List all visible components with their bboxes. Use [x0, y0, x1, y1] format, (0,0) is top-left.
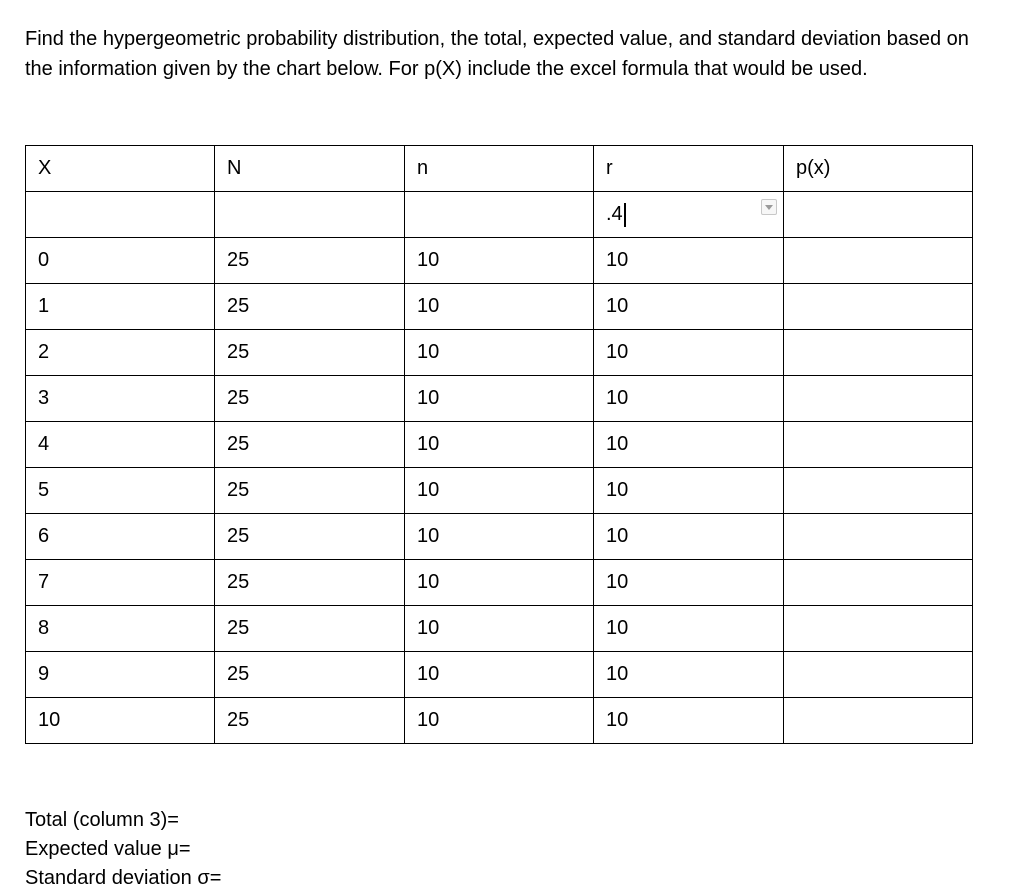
- chevron-down-icon[interactable]: [761, 199, 777, 215]
- cell-r[interactable]: 10: [594, 284, 784, 330]
- input-cell-x[interactable]: [26, 192, 215, 238]
- cell-n-sample[interactable]: 10: [405, 698, 594, 744]
- cell-px[interactable]: [784, 284, 973, 330]
- active-cell-text[interactable]: .4: [606, 202, 623, 225]
- header-r[interactable]: r: [594, 146, 784, 192]
- cell-r[interactable]: 10: [594, 330, 784, 376]
- cell-n-population[interactable]: 25: [215, 238, 405, 284]
- cell-x[interactable]: 9: [26, 652, 215, 698]
- cell-px[interactable]: [784, 468, 973, 514]
- cell-r[interactable]: 10: [594, 376, 784, 422]
- cell-x[interactable]: 5: [26, 468, 215, 514]
- table-row: [26, 376, 973, 422]
- table-row: [26, 652, 973, 698]
- cell-n-population[interactable]: 25: [215, 468, 405, 514]
- total-label: Total (column 3)=: [25, 809, 179, 831]
- cell-x[interactable]: 4: [26, 422, 215, 468]
- cell-x[interactable]: 2: [26, 330, 215, 376]
- cell-r[interactable]: 10: [594, 238, 784, 284]
- cell-n-sample[interactable]: 10: [405, 468, 594, 514]
- cell-px[interactable]: [784, 330, 973, 376]
- cell-r[interactable]: 10: [594, 560, 784, 606]
- input-cell-r[interactable]: [594, 192, 784, 238]
- cell-x[interactable]: 6: [26, 514, 215, 560]
- cell-n-population[interactable]: 25: [215, 330, 405, 376]
- cell-r[interactable]: 10: [594, 514, 784, 560]
- cell-r[interactable]: 10: [594, 698, 784, 744]
- cell-r[interactable]: 10: [594, 422, 784, 468]
- standard-deviation-label: Standard deviation σ=: [25, 867, 222, 889]
- cell-n-population[interactable]: 25: [215, 652, 405, 698]
- expected-value-label: Expected value μ=: [25, 838, 191, 860]
- cell-n-sample[interactable]: 10: [405, 376, 594, 422]
- table-row: [26, 514, 973, 560]
- table-row: [26, 284, 973, 330]
- header-px[interactable]: p(x): [784, 146, 973, 192]
- input-cell-px[interactable]: [784, 192, 973, 238]
- cell-x[interactable]: 0: [26, 238, 215, 284]
- cell-px[interactable]: [784, 422, 973, 468]
- cell-r[interactable]: 10: [594, 468, 784, 514]
- cell-px[interactable]: [784, 238, 973, 284]
- cell-x[interactable]: 1: [26, 284, 215, 330]
- header-n-population[interactable]: N: [215, 146, 405, 192]
- cell-n-sample[interactable]: 10: [405, 284, 594, 330]
- cell-n-population[interactable]: 25: [215, 606, 405, 652]
- cell-x[interactable]: 10: [26, 698, 215, 744]
- input-cell-n-population[interactable]: [215, 192, 405, 238]
- input-row: [26, 192, 973, 238]
- table-row: [26, 422, 973, 468]
- cell-x[interactable]: 7: [26, 560, 215, 606]
- table-row: [26, 698, 973, 744]
- cell-n-population[interactable]: 25: [215, 698, 405, 744]
- cell-px[interactable]: [784, 698, 973, 744]
- summary-block: [25, 806, 221, 893]
- table-row: [26, 238, 973, 284]
- cell-n-sample[interactable]: 10: [405, 330, 594, 376]
- cell-n-sample[interactable]: 10: [405, 514, 594, 560]
- cell-x[interactable]: 3: [26, 376, 215, 422]
- cell-n-sample[interactable]: 10: [405, 560, 594, 606]
- cell-px[interactable]: [784, 560, 973, 606]
- cell-px[interactable]: [784, 514, 973, 560]
- data-table: [25, 145, 973, 744]
- table-row: [26, 560, 973, 606]
- header-n-sample[interactable]: n: [405, 146, 594, 192]
- cell-n-population[interactable]: 25: [215, 376, 405, 422]
- header-row: [26, 146, 973, 192]
- cell-x[interactable]: 8: [26, 606, 215, 652]
- cell-px[interactable]: [784, 652, 973, 698]
- cell-n-sample[interactable]: 10: [405, 238, 594, 284]
- cell-px[interactable]: [784, 606, 973, 652]
- input-cell-n-sample[interactable]: [405, 192, 594, 238]
- table-row: [26, 330, 973, 376]
- cell-r[interactable]: 10: [594, 606, 784, 652]
- cell-px[interactable]: [784, 376, 973, 422]
- cell-n-population[interactable]: 25: [215, 422, 405, 468]
- instructions-text: Find the hypergeometric probability distribution, the total, expected value, and standard deviation based on the information given by the chart below. For p(X) include the excel formula that would be used.: [25, 28, 969, 80]
- cell-n-sample[interactable]: 10: [405, 606, 594, 652]
- header-x[interactable]: X: [26, 146, 215, 192]
- cell-n-population[interactable]: 25: [215, 560, 405, 606]
- cell-n-population[interactable]: 25: [215, 284, 405, 330]
- text-cursor: [624, 203, 626, 227]
- table-row: [26, 606, 973, 652]
- cell-n-sample[interactable]: 10: [405, 652, 594, 698]
- cell-n-population[interactable]: 25: [215, 514, 405, 560]
- table-row: [26, 468, 973, 514]
- cell-n-sample[interactable]: 10: [405, 422, 594, 468]
- cell-r[interactable]: 10: [594, 652, 784, 698]
